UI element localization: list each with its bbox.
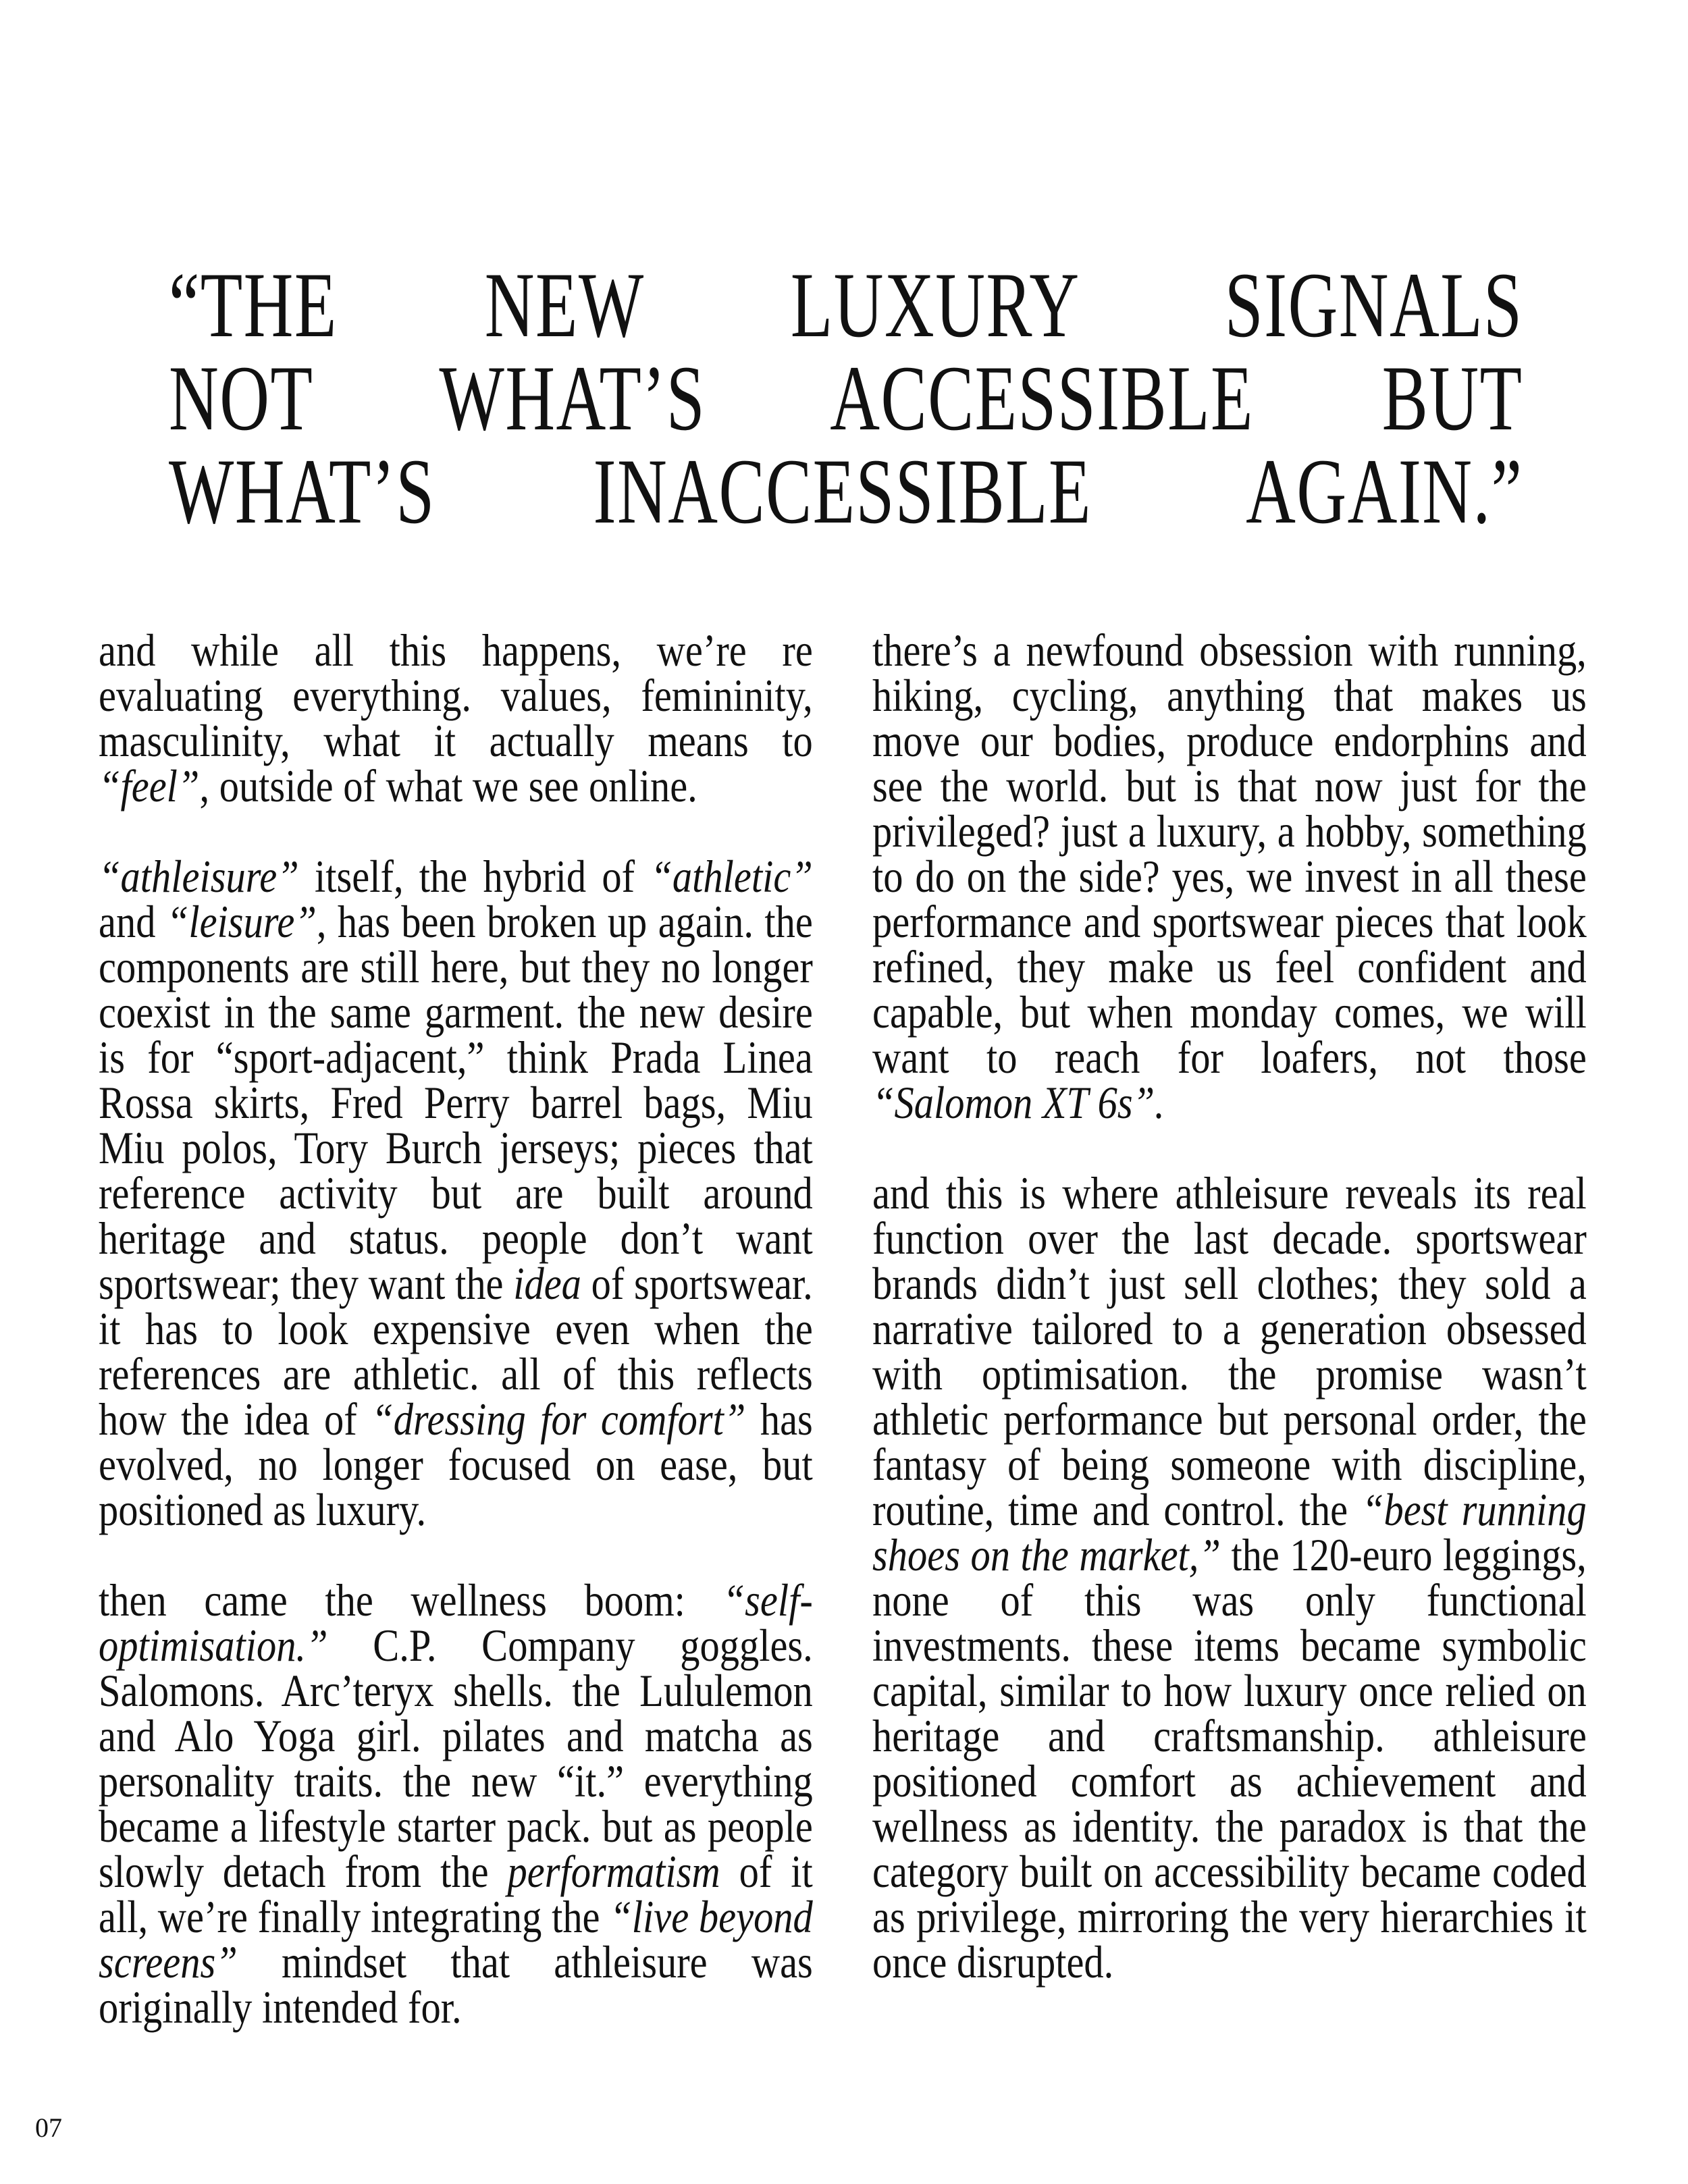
right-paragraph-1	[872, 624, 1587, 1128]
pull-quote	[169, 253, 1523, 543]
pull-quote-line-3: WHAT’S INACCESSIBLE AGAIN.”	[169, 440, 1523, 543]
italic-run: “live beyond screens”	[99, 1891, 813, 1988]
text-run: and this is where athleisure reveals its real function over the last decade. sportswear brands didn’t just sell clothes; they sold a narrative tailored to a generation obsessed with optimisation. the promise wasn’t athletic performance but personal order, the fantasy of being someone with discipline, routine, time and control. the	[872, 1167, 1587, 1535]
italic-run: idea	[513, 1258, 581, 1309]
page-number: 07	[35, 2112, 62, 2143]
text-run: then came the wellness boom:	[99, 1574, 723, 1626]
italic-run: “athletic”	[650, 851, 813, 902]
left-paragraph-1	[99, 624, 813, 811]
right-paragraph-2	[872, 1167, 1587, 1988]
italic-run: “self-optimisation.”	[99, 1574, 813, 1671]
italic-run: “Salomon XT 6s”.	[872, 1077, 1165, 1128]
text-run: the 120-euro leggings, none of this was only functional investments. these items became symbolic capital, similar to how luxury once relied on heritage and craftsmanship. athleisure positioned comfort as achievement and wellness as identity. the paradox is that the category built on accessibility became coded as privilege, mirroring the very hierarchies it once disrupted.	[872, 1529, 1587, 1988]
italic-run: “dressing for comfort”	[371, 1393, 746, 1445]
italic-run: “best running shoes on the market,”	[872, 1484, 1587, 1580]
pull-quote-line-1: “THE NEW LUXURY SIGNALS	[169, 253, 1523, 356]
text-run: , outside of what we see online.	[199, 760, 697, 811]
text-run: itself, the hybrid of	[298, 851, 651, 902]
left-column	[99, 624, 814, 2075]
text-run: of sportswear. it has to look expensive even when the references are athletic. all of this reflects how the idea of	[99, 1258, 813, 1445]
left-paragraph-2	[99, 851, 813, 1535]
text-run: and	[99, 896, 167, 947]
text-run: , has been broken up again. the components are still here, but they no longer coexist in the same garment. the new desire is for “sport-adjacent,” think Prada Linea Rossa skirts, Fred Perry barrel bags, Miu Miu polos, Tory Burch jerseys; pieces that reference activity but are built around heritage and status. people don’t want sportswear; they want the	[99, 896, 813, 1309]
text-run: has evolved, no longer focused on ease, but positioned as luxury.	[99, 1393, 813, 1535]
text-run: C.P. Company goggles. Salomons. Arc’teryx shells. the Lululemon and Alo Yoga girl. pilates and matcha as personality traits. the new “it.” everything became a lifestyle starter pack. but as people slowly detach from the	[99, 1620, 813, 1897]
text-run: of it all, we’re finally integrating the	[99, 1846, 813, 1942]
italic-run: performatism	[507, 1846, 720, 1897]
italic-run: “athleisure”	[99, 851, 299, 902]
left-paragraph-3	[99, 1574, 813, 2033]
right-column	[872, 624, 1587, 2030]
italic-run: “feel”	[99, 760, 200, 811]
text-run: there’s a newfound obsession with running, hiking, cycling, anything that makes us move our bodies, produce endorphins and see the world. but is that now just for the privileged? just a luxury, a hobby, something to do on the side? yes, we invest in all these performance and sportswear pieces that look refined, they make us feel confident and capable, but when monday comes, we will want to reach for loafers, not those	[872, 624, 1587, 1083]
italic-run: “leisure”	[166, 896, 317, 947]
pull-quote-line-2: NOT WHAT’S ACCESSIBLE BUT	[169, 346, 1523, 450]
text-run: mindset that athleisure was originally intended for.	[99, 1936, 813, 2033]
text-run: and while all this happens, we’re re evaluating everything. values, femininity, masculinity, what it actually means to	[99, 624, 813, 766]
